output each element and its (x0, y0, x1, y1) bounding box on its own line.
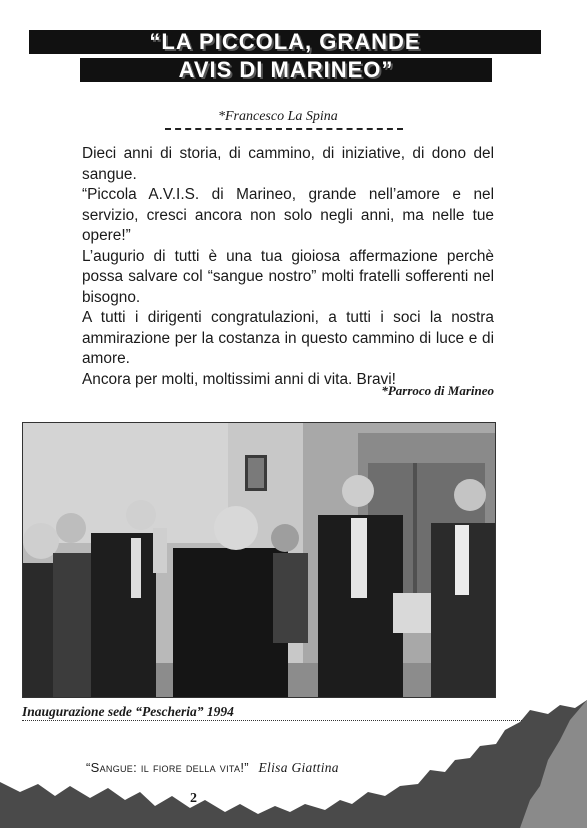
paragraph: “Piccola A.V.I.S. di Marineo, grande nell’amore e nel servizio, cresci ancora non solo negli anni, ma nelle tue opere!” (82, 186, 494, 244)
title-line-1: “LA PICCOLA, GRANDE (29, 30, 541, 54)
photo-caption: Inaugurazione sede “Pescheria” 1994 (22, 704, 234, 719)
paragraph: A tutti i dirigenti congratulazioni, a tutti i soci la nostra ammirazione per la costanza in questo cammino di luce e di amore. (82, 309, 494, 367)
paragraph: Dieci anni di storia, di cammino, di iniziative, di dono del sangue. (82, 145, 494, 183)
title-line-2: AVIS DI MARINEO” (80, 58, 492, 82)
author-name: *Francesco La Spina (218, 109, 338, 124)
inauguration-photo (22, 422, 496, 698)
paragraph: Ancora per molti, moltissimi anni di vita. Bravi! (82, 370, 396, 388)
signature: *Parroco di Marineo (381, 383, 494, 398)
dashed-divider (165, 128, 403, 130)
page-number: 2 (190, 791, 197, 806)
photo-illustration (23, 423, 495, 697)
paragraph: L’augurio di tutti è una tua gioiosa affermazione perchè possa salvare col “sangue nostro” molti fratelli sofferenti nel bisogno. (82, 247, 494, 306)
article-body (82, 144, 494, 390)
footer-quote (86, 760, 339, 776)
quote-text: “Sangue: il fiore della vita!” (86, 760, 249, 775)
dotted-divider (22, 720, 522, 721)
quote-author: Elisa Giattina (258, 760, 339, 775)
